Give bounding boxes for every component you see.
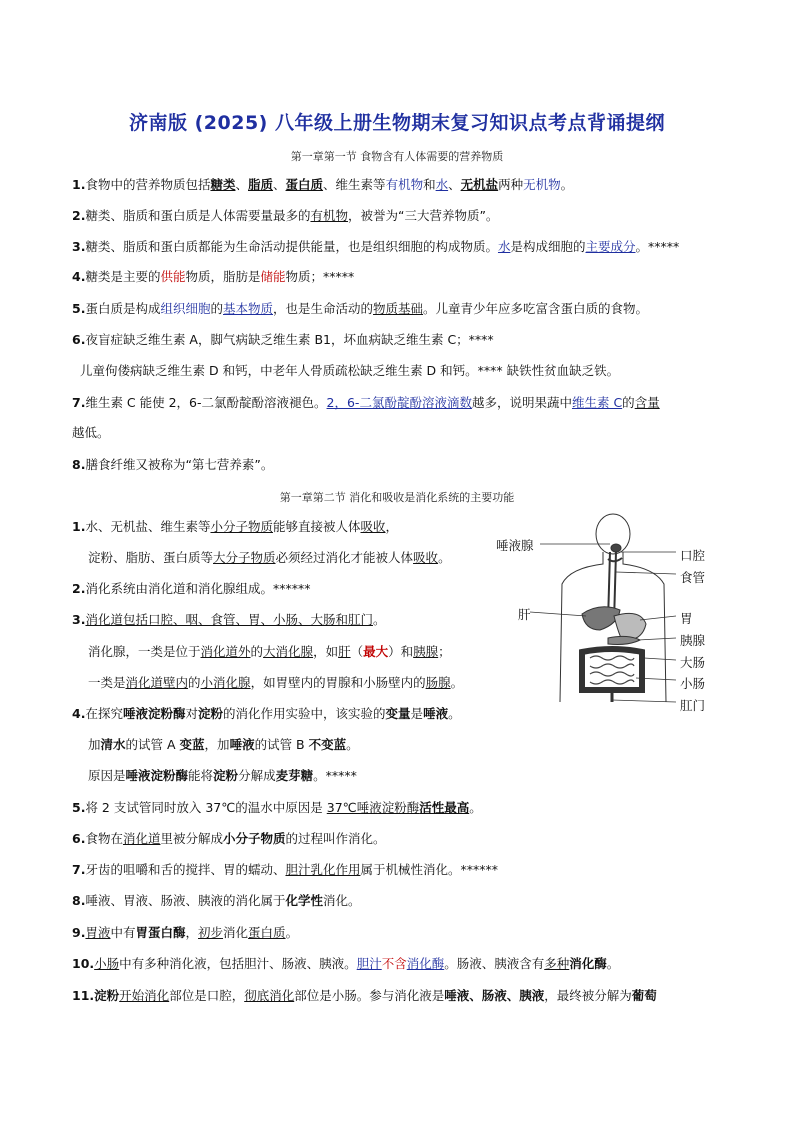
s2-line-1b: 淀粉、脂肪、蛋白质等大分子物质必须经过消化才能被人体吸收。 — [88, 550, 451, 565]
s2-line-5: 5.将 2 支试管同时放入 37℃的温水中原因是 37℃唾液淀粉酶活性最高。 — [72, 800, 482, 815]
label-esophagus: 食管 — [680, 570, 706, 585]
label-salivary-gland: 唾液腺 — [496, 538, 534, 553]
label-small-intestine: 小肠 — [680, 676, 706, 691]
s1-line-7: 7.维生素 C 能使 2，6-二氯酚靛酚溶液褪色。2，6-二氯酚靛酚溶液滴数越多，说明果蔬中维生素 C的含量 — [72, 395, 660, 410]
label-anus: 肛门 — [680, 698, 706, 713]
s2-line-4b: 加清水的试管 A 变蓝，加唾液的试管 B 不变蓝。 — [88, 737, 359, 752]
s1-line-7b: 越低。 — [72, 425, 110, 440]
section-heading-2: 第一章第二节 消化和吸收是消化系统的主要功能 — [279, 491, 515, 504]
section-heading-1: 第一章第一节 食物含有人体需要的营养物质 — [290, 150, 504, 163]
label-stomach: 胃 — [680, 611, 693, 626]
s2-line-1: 1.水、无机盐、维生素等小分子物质能够直接被人体吸收， — [72, 519, 399, 534]
s1-line-6: 6.夜盲症缺乏维生素 A，脚气病缺乏维生素 B1，坏血病缺乏维生素 C；**** — [72, 332, 494, 347]
label-liver: 肝 — [518, 607, 531, 622]
s1-line-5: 5.蛋白质是构成组织细胞的基本物质，也是生命活动的物质基础。儿童青少年应多吃富含蛋白质的食物。 — [72, 301, 649, 316]
s1-line-6b: 儿童佝偻病缺乏维生素 D 和钙，中老年人骨质疏松缺乏维生素 D 和钙。**** 缺铁性贫血缺乏铁。 — [80, 363, 620, 378]
page-title: 济南版 (2025) 八年级上册生物期末复习知识点考点背诵提纲 — [129, 112, 665, 134]
s2-line-8: 8.唾液、胃液、肠液、胰液的消化属于化学性消化。 — [72, 893, 361, 908]
s2-line-7: 7.牙齿的咀嚼和舌的搅拌、胃的蠕动、胆汁乳化作用属于机械性消化。****** — [72, 862, 498, 877]
s1-line-2: 2.糖类、脂质和蛋白质是人体需要量最多的有机物，被誉为“三大营养物质”。 — [72, 208, 499, 223]
s1-line-8: 8.膳食纤维又被称为“第七营养素”。 — [72, 457, 274, 472]
s1-line-4: 4.糖类是主要的供能物质，脂肪是储能物质；***** — [72, 269, 355, 284]
s2-line-2: 2.消化系统由消化道和消化腺组成。****** — [72, 581, 311, 596]
label-large-intestine: 大肠 — [680, 655, 706, 670]
s2-line-4: 4.在探究唾液淀粉酶对淀粉的消化作用实验中，该实验的变量是唾液。 — [72, 706, 461, 721]
s2-line-3b: 消化腺，一类是位于消化道外的大消化腺，如肝（最大）和胰腺； — [88, 644, 451, 659]
label-mouth: 口腔 — [680, 548, 706, 563]
s2-line-6: 6.食物在消化道里被分解成小分子物质的过程叫作消化。 — [72, 831, 386, 846]
s2-line-3: 3.消化道包括口腔、咽、食管、胃、小肠、大肠和肛门。 — [72, 612, 386, 627]
digestive-system-diagram — [490, 512, 740, 712]
s1-line-3: 3.糖类、脂质和蛋白质都能为生命活动提供能量，也是组织细胞的构成物质。水是构成细胞的主要成分。***** — [72, 239, 680, 254]
label-pancreas: 胰腺 — [680, 633, 706, 648]
s2-line-3c: 一类是消化道壁内的小消化腺，如胃壁内的胃腺和小肠壁内的肠腺。 — [88, 675, 464, 690]
s2-line-10: 10.小肠中有多种消化液，包括胆汁、肠液、胰液。胆汁不含消化酶。肠液、胰液含有多种消化酶。 — [72, 956, 620, 971]
s2-line-9: 9.胃液中有胃蛋白酶，初步消化蛋白质。 — [72, 925, 299, 940]
s2-line-11: 11.淀粉开始消化部位是口腔，彻底消化部位是小肠。参与消化液是唾液、肠液、胰液，最终被分解为葡萄 — [72, 988, 657, 1003]
s2-line-4c: 原因是唾液淀粉酶能将淀粉分解成麦芽糖。***** — [88, 768, 357, 783]
s1-line-1: 1.食物中的营养物质包括糖类、脂质、蛋白质、维生素等有机物和水、无机盐两种无机物。 — [72, 177, 574, 192]
